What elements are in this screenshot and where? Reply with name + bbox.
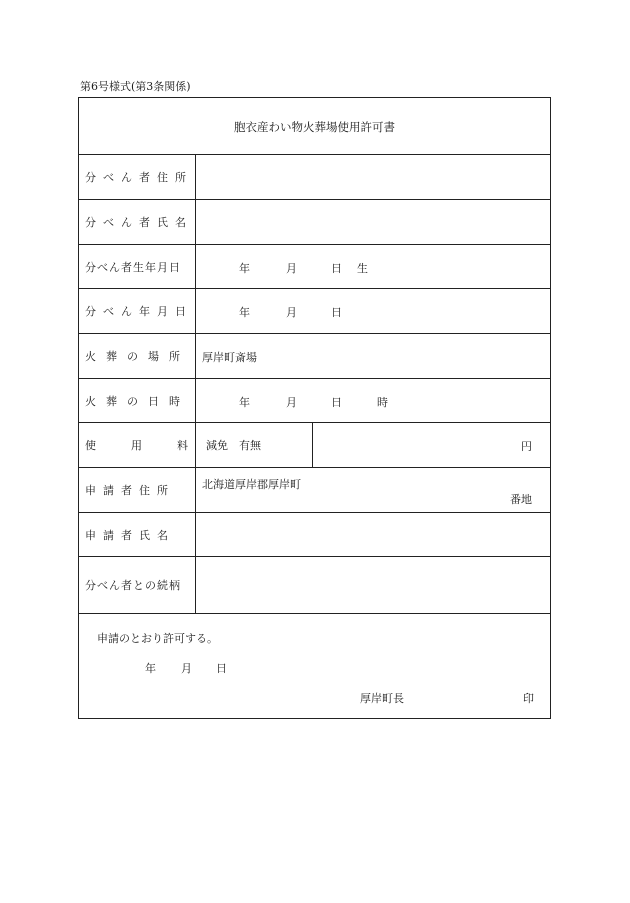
label-mother-name: 分べん者氏名 xyxy=(79,200,196,244)
permit-year: 年 xyxy=(145,662,156,675)
row-cremation-datetime xyxy=(79,379,550,423)
mother-address-field[interactable] xyxy=(199,159,547,195)
delivery-day: 日 xyxy=(331,306,342,319)
row-cremation-place xyxy=(79,334,550,379)
fee-label-char-3: 料 xyxy=(177,439,188,452)
birthdate-year: 年 xyxy=(239,262,250,275)
relationship-field[interactable] xyxy=(199,561,547,609)
birthdate-month: 月 xyxy=(286,262,297,275)
form-title: 胞衣産わい物火葬場使用許可書 xyxy=(234,120,395,134)
label-mother-birthdate: 分べん者生年月日 xyxy=(79,245,196,288)
label-mother-address: 分べん者住所 xyxy=(79,155,196,199)
cremation-month: 月 xyxy=(286,396,297,409)
row-applicant-address xyxy=(79,468,550,513)
cremation-hour: 時 xyxy=(377,396,388,409)
mother-name-field[interactable] xyxy=(199,204,547,240)
delivery-month: 月 xyxy=(286,306,297,319)
label-relationship: 分べん者との続柄 xyxy=(79,557,196,613)
row-usage-fee xyxy=(79,423,550,468)
cremation-year: 年 xyxy=(239,396,250,409)
row-relationship xyxy=(79,557,550,614)
row-mother-birthdate xyxy=(79,245,550,289)
permit-form-table xyxy=(78,97,551,719)
fee-label-char-1: 使 xyxy=(85,439,96,452)
label-applicant-name: 申請者氏名 xyxy=(79,513,196,556)
label-cremation-datetime: 火葬の日時 xyxy=(79,379,196,422)
row-mother-name xyxy=(79,200,550,245)
label-delivery-date: 分べん年月日 xyxy=(79,289,196,333)
delivery-year: 年 xyxy=(239,306,250,319)
label-applicant-address: 申請者住所 xyxy=(79,468,196,512)
applicant-name-field[interactable] xyxy=(199,517,547,553)
permit-day: 日 xyxy=(216,662,227,675)
applicant-address-prefix: 北海道厚岸郡厚岸町 xyxy=(202,478,301,491)
row-applicant-name xyxy=(79,513,550,557)
permit-section xyxy=(79,614,550,719)
cremation-place-value: 厚岸町斎場 xyxy=(202,351,257,364)
fee-unit: 円 xyxy=(521,440,532,453)
title-row xyxy=(79,98,550,155)
row-delivery-date xyxy=(79,289,550,334)
cremation-day: 日 xyxy=(331,396,342,409)
label-cremation-place: 火葬の場所 xyxy=(79,334,196,378)
fee-exemption-toggle[interactable]: 減免 有無 xyxy=(196,423,313,467)
permit-month: 月 xyxy=(181,662,192,675)
birthdate-suffix: 生 xyxy=(357,262,368,275)
permit-statement: 申請のとおり許可する。 xyxy=(97,632,218,645)
form-number-label: 第6号様式(第3条関係) xyxy=(80,80,191,93)
permit-seal: 印 xyxy=(523,692,534,705)
permit-issuer: 厚岸町長 xyxy=(360,692,404,705)
applicant-address-suffix: 番地 xyxy=(510,493,532,506)
row-mother-address xyxy=(79,155,550,200)
label-usage-fee xyxy=(79,423,196,467)
fee-label-char-2: 用 xyxy=(131,439,142,452)
birthdate-day: 日 xyxy=(331,262,342,275)
